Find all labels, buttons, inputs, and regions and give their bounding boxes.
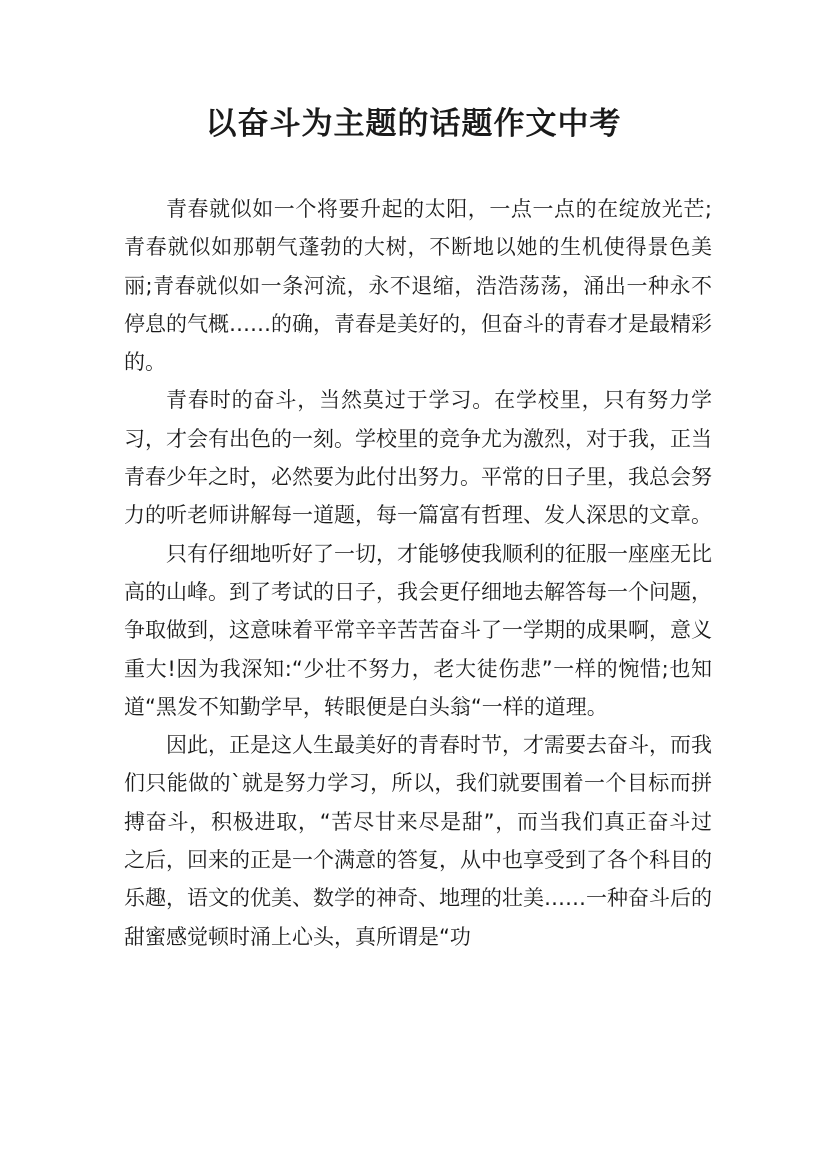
document-title: 以奋斗为主题的话题作文中考 (205, 106, 622, 142)
paragraph-4: 因此，正是这人生最美好的青春时节，才需要去奋斗，而我们只能做的`就是努力学习，所以，我们就要围着一个目标而拼搏奋斗，积极进取，“苦尽甘来尽是甜”，而当我们真正奋斗过之后，回来的正是一个满意的答复，从中也享受到了各个科目的乐趣，语文的优美、数学的神奇、地理的壮美……一种奋斗后的甜蜜感觉顿时涌上心头，真所谓是“功 (124, 733, 712, 949)
paragraph-3: 只有仔细地听好了一切，才能够使我顺利的征服一座座无比高的山峰。到了考试的日子，我会更仔细地去解答每一个问题，争取做到，这意味着平常辛辛苦苦奋斗了一学期的成果啊，意义重大!因为我深知:“少壮不努力，老大徒伤悲”一样的惋惜;也知道“黑发不知勤学早，转眼便是白头翁“一样的道理。 (124, 541, 712, 719)
document-body (124, 190, 712, 956)
paragraph-2: 青春时的奋斗，当然莫过于学习。在学校里，只有努力学习，才会有出色的一刻。学校里的竞争尤为激烈，对于我，正当青春少年之时，必然要为此付出努力。平常的日子里，我总会努力的听老师讲解每一道题，每一篇富有哲理、发人深思的文章。 (124, 388, 712, 528)
paragraph-1: 青春就似如一个将要升起的太阳，一点一点的在绽放光芒;青春就似如那朝气蓬勃的大树，不断地以她的生机使得景色美丽;青春就似如一条河流，永不退缩，浩浩荡荡，涌出一种永不停息的气概……的确，青春是美好的，但奋斗的青春才是最精彩的。 (124, 197, 712, 375)
